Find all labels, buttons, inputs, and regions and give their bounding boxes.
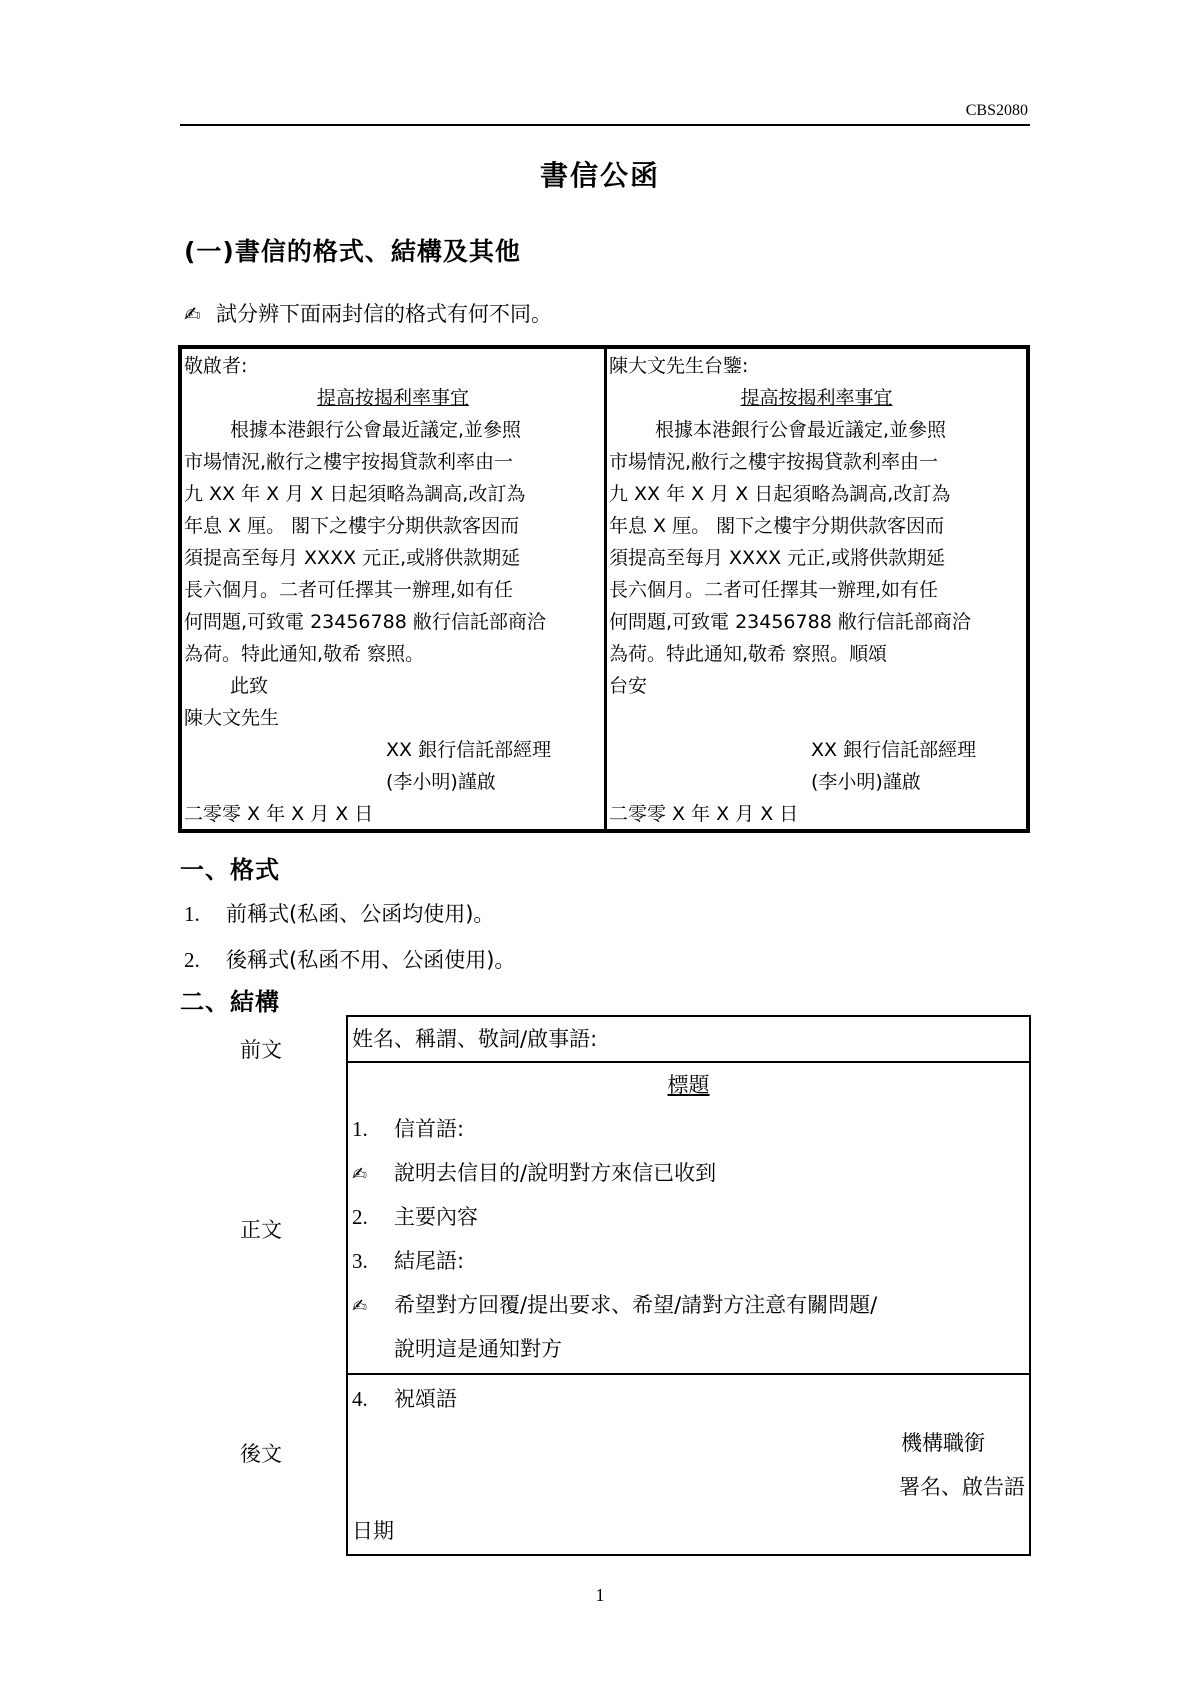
section-heading: (一)書信的格式、結構及其他	[184, 237, 521, 266]
main-row	[352, 1107, 1025, 1151]
letter-salutation: 敬啟者:	[184, 355, 248, 377]
main-row-text: 主要內容	[394, 1205, 478, 1229]
main-row	[352, 1151, 1025, 1195]
pen-icon: ✍	[352, 1296, 368, 1317]
letter-left	[182, 349, 604, 829]
main-row-number: 2.	[352, 1205, 368, 1229]
instruction-text: 試分辨下面兩封信的格式有何不同。	[216, 302, 552, 326]
letter-body-line: 根據本港銀行公會最近議定,並參照	[230, 419, 522, 441]
letter-signer-title: XX 銀行信託部經理	[811, 739, 977, 761]
main-title: 標題	[667, 1073, 710, 1097]
letter-body-line: 何問題,可致電 23456788 敝行信託部商洽	[609, 611, 971, 633]
main-row	[352, 1327, 1025, 1371]
letter-body-line: 市場情況,敝行之樓宇按揭貸款利率由一	[184, 451, 514, 473]
back-row	[352, 1377, 1025, 1421]
main-row-text: 信首語:	[394, 1117, 465, 1141]
letter-closing: 此致	[230, 675, 269, 697]
letter-body-line: 九 XX 年 X 月 X 日起須略為調高,改訂為	[184, 483, 526, 505]
section-divider	[348, 1373, 1029, 1375]
letter-body-line: 九 XX 年 X 月 X 日起須略為調高,改訂為	[609, 483, 951, 505]
letter-body-line: 為荷。特此通知,敬希 察照。順頌	[609, 643, 888, 665]
main-row	[352, 1283, 1025, 1327]
structure-box	[346, 1015, 1031, 1556]
back-sign: 署名、啟告語	[899, 1475, 1025, 1499]
letter-body-line: 為荷。特此通知,敬希 察照。	[184, 643, 425, 665]
letter-body-line: 長六個月。二者可任擇其一辦理,如有任	[609, 579, 939, 601]
main-row-text: 結尾語:	[394, 1249, 465, 1273]
label-main: 正文	[240, 1218, 282, 1242]
letter-signer-title: XX 銀行信託部經理	[386, 739, 552, 761]
letter-date: 二零零 X 年 X 月 X 日	[609, 803, 799, 825]
letter-body-line: 何問題,可致電 23456788 敝行信託部商洽	[184, 611, 546, 633]
instruction	[184, 298, 552, 328]
document-code: CBS2080	[965, 102, 1028, 119]
letter-recipient	[609, 702, 1024, 734]
back-row-text: 祝頌語	[394, 1387, 457, 1411]
back-org: 機構職銜	[901, 1431, 985, 1455]
format-item	[184, 898, 494, 928]
letter-recipient: 陳大文先生	[184, 707, 280, 729]
label-front: 前文	[240, 1038, 282, 1062]
format-item	[184, 944, 515, 974]
letter-body-line: 須提高至每月 XXXX 元正,或將供款期延	[184, 547, 521, 569]
letter-body-line: 年息 X 厘。 閣下之樓宇分期供款客因而	[184, 515, 520, 537]
pen-icon: ✍	[352, 1164, 368, 1185]
letter-signer-name: (李小明)謹啟	[386, 771, 496, 793]
header-rule	[180, 124, 1030, 126]
letter-salutation: 陳大文先生台鑒:	[609, 355, 749, 377]
letter-subject: 提高按揭利率事宜	[316, 387, 469, 409]
main-row-number: 1.	[352, 1117, 368, 1141]
letter-body-line: 根據本港銀行公會最近議定,並參照	[655, 419, 947, 441]
letter-body-line: 市場情況,敝行之樓宇按揭貸款利率由一	[609, 451, 939, 473]
back-row-number: 4.	[352, 1387, 368, 1411]
format-item-text: 前稱式(私函、公函均使用)。	[226, 902, 495, 926]
format-item-number: 2.	[184, 948, 200, 972]
main-row	[352, 1195, 1025, 1239]
pen-icon: ✍	[184, 302, 201, 326]
letter-body-line: 須提高至每月 XXXX 元正,或將供款期延	[609, 547, 946, 569]
letter-signer-name: (李小明)謹啟	[811, 771, 921, 793]
main-row-text: 說明去信目的/說明對方來信已收到	[394, 1161, 717, 1185]
structure-heading: 二、結構	[180, 988, 280, 1016]
letter-body-line: 年息 X 厘。 閣下之樓宇分期供款客因而	[609, 515, 945, 537]
page-title: 書信公函	[539, 159, 660, 192]
letter-body-line: 長六個月。二者可任擇其一辦理,如有任	[184, 579, 514, 601]
letter-right	[604, 349, 1026, 829]
main-row-text: 希望對方回覆/提出要求、希望/請對方注意有關問題/	[394, 1293, 878, 1317]
format-item-text: 後稱式(私函不用、公函使用)。	[226, 948, 516, 972]
main-row-number: 3.	[352, 1249, 368, 1273]
letter-closing: 台安	[609, 675, 648, 697]
letter-date: 二零零 X 年 X 月 X 日	[184, 803, 374, 825]
label-back: 後文	[240, 1442, 282, 1466]
main-row	[352, 1239, 1025, 1283]
back-date: 日期	[352, 1519, 394, 1543]
main-row-text: 說明這是通知對方	[394, 1337, 562, 1361]
format-item-number: 1.	[184, 902, 200, 926]
page-number: 1	[595, 1585, 605, 1605]
letter-subject: 提高按揭利率事宜	[740, 387, 893, 409]
letter-comparison-table	[178, 345, 1030, 833]
format-heading: 一、格式	[180, 856, 280, 884]
front-text: 姓名、稱謂、敬詞/啟事語:	[352, 1027, 598, 1051]
